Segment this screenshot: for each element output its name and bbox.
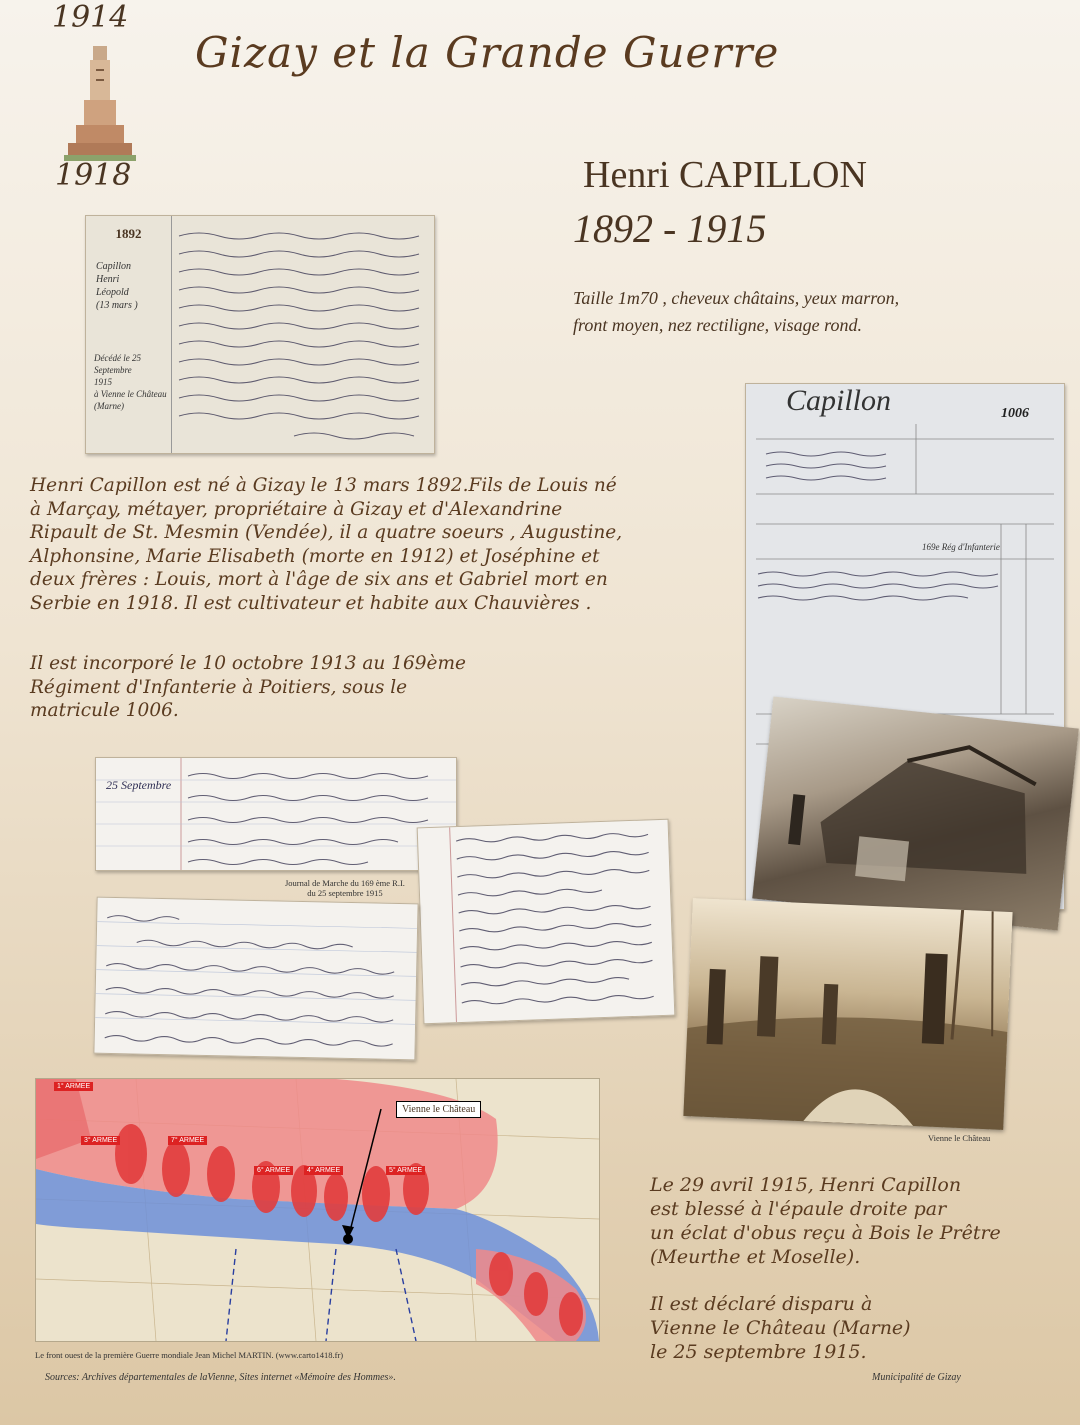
photo-caption: Vienne le Château <box>928 1133 991 1143</box>
record-year: 1892 <box>115 226 142 241</box>
wound-text <box>650 1173 1070 1269</box>
disappearance-line: Il est déclaré disparu à <box>650 1293 873 1315</box>
year-end: 1918 <box>55 158 132 193</box>
margin-line: Capillon <box>96 261 132 272</box>
shelter-photo-icon <box>752 697 1079 931</box>
description-line: Taille 1m70 , cheveux châtains, yeux marron, <box>573 288 900 308</box>
description-line: front moyen, nez rectiligne, visage rond. <box>573 315 862 335</box>
birth-record-scan <box>85 215 435 454</box>
front-map-icon <box>36 1079 599 1341</box>
incorp-line: Il est incorporé le 10 octobre 1913 au 169ème <box>30 653 466 674</box>
record-regiment: 169e Rég d'Infanterie <box>922 542 1000 552</box>
incorp-line: matricule 1006. <box>30 700 179 721</box>
bio-line: Alphonsine, Marie Elisabeth (morte en 1912) et Joséphine et <box>30 545 600 567</box>
wound-line: Le 29 avril 1915, Henri Capillon <box>650 1174 962 1196</box>
death-note-line: à Vienne le Château <box>94 389 167 399</box>
year-start: 1914 <box>52 0 129 35</box>
record-matricule: 1006 <box>1001 406 1029 421</box>
army-label: 6° ARMEE <box>254 1166 293 1175</box>
caption-line: Journal de Marche du 169 ème R.I. <box>285 878 405 888</box>
western-front-map <box>35 1078 600 1342</box>
biography-text <box>30 474 740 615</box>
handwriting-icon <box>94 898 417 1060</box>
army-label: 1° ARMEE <box>54 1082 93 1091</box>
bio-line: Serbie en 1918. Il est cultivateur et habite aux Chauvières . <box>30 592 592 614</box>
handwriting-icon <box>418 820 675 1024</box>
record-name: Capillon <box>786 384 892 417</box>
physical-description <box>573 285 1013 339</box>
bio-line: Henri Capillon est né à Gizay le 13 mars 1892.Fils de Louis né <box>30 475 617 496</box>
person-name: Henri CAPILLON <box>583 154 867 196</box>
margin-line: Léopold <box>96 287 129 298</box>
disappearance-line: le 25 septembre 1915. <box>650 1341 867 1363</box>
map-caption: Le front ouest de la première Guerre mondiale Jean Michel MARTIN. (www.carto1418.fr) <box>35 1350 344 1360</box>
journal-scan-2 <box>417 819 676 1025</box>
journal-scan-1 <box>95 757 457 871</box>
handwriting-icon <box>96 758 456 870</box>
incorporation-text <box>30 652 550 723</box>
caption-line: du 25 septembre 1915 <box>307 888 383 898</box>
disappearance-text <box>650 1292 1070 1364</box>
margin-line: (13 mars ) <box>96 300 138 311</box>
page-title: Gizay et la Grande Guerre <box>195 28 780 77</box>
bio-line: Ripault de St. Mesmin (Vendée), il a quatre soeurs , Augustine, <box>30 522 623 543</box>
handwriting-icon <box>174 224 429 449</box>
bio-line: deux frères : Louis, mort à l'âge de six ans et Gabriel mort en <box>30 569 608 590</box>
trench-shelter-photo <box>752 697 1079 931</box>
death-note-line: 1915 <box>94 377 112 387</box>
map-callout: Vienne le Château <box>396 1101 481 1118</box>
margin-line: Henri <box>96 274 120 285</box>
journal-scan-3 <box>93 897 418 1061</box>
army-label: 4° ARMEE <box>304 1166 343 1175</box>
incorp-line: Régiment d'Infanterie à Poitiers, sous le <box>30 676 408 698</box>
sources-footer: Sources: Archives départementales de laVienne, Sites internet «Mémoire des Hommes». <box>45 1372 396 1383</box>
army-label: 5° ARMEE <box>386 1166 425 1175</box>
person-dates: 1892 - 1915 <box>573 206 767 251</box>
death-note-line: (Marne) <box>94 401 124 411</box>
trench-soldiers-photo <box>683 898 1012 1130</box>
bio-line: à Marçay, métayer, propriétaire à Gizay et d'Alexandrine <box>30 498 563 520</box>
disappearance-line: Vienne le Château (Marne) <box>650 1317 911 1339</box>
army-label: 3° ARMEE <box>81 1136 120 1145</box>
wound-line: un éclat d'obus reçu à Bois le Prêtre <box>650 1222 1001 1244</box>
wound-line: (Meurthe et Moselle). <box>650 1246 861 1268</box>
army-label: 7° ARMEE <box>168 1136 207 1145</box>
death-note-line: Décédé le 25 <box>94 353 141 363</box>
death-note-line: Septembre <box>94 365 132 375</box>
soldiers-photo-icon <box>683 898 1012 1130</box>
municipality-footer: Municipalité de Gizay <box>872 1372 961 1383</box>
war-memorial-icon <box>60 40 140 162</box>
wound-line: est blessé à l'épaule droite par <box>650 1198 947 1220</box>
journal-date: 25 Septembre <box>106 778 172 792</box>
journal-caption <box>285 878 405 898</box>
